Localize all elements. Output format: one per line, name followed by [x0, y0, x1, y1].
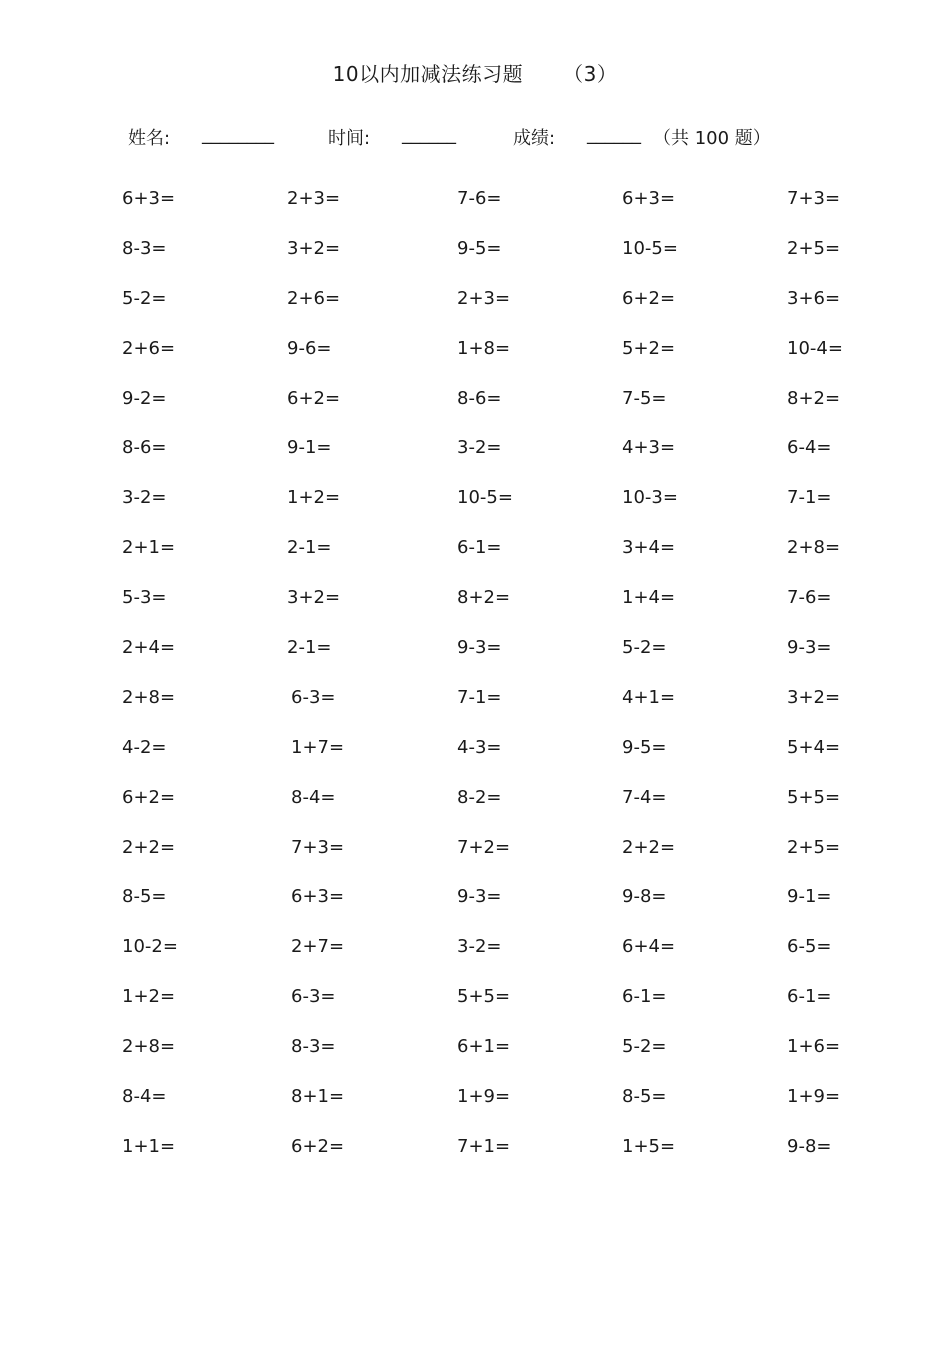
time-blank: ______: [402, 124, 456, 145]
problem-item: 3-2=: [122, 487, 167, 509]
problem-item: 2+8=: [787, 537, 841, 559]
problem-row: [0, 435, 950, 485]
problem-item: 8-6=: [122, 437, 167, 459]
problem-item: 6+3=: [122, 188, 176, 209]
problem-item: 8+1=: [291, 1086, 345, 1108]
problem-item: 8-3=: [291, 1036, 336, 1058]
problem-item: 1+9=: [457, 1086, 511, 1108]
problem-item: 5-2=: [622, 1036, 667, 1058]
problem-item: 5+2=: [622, 337, 676, 359]
problem-item: 1+6=: [787, 1036, 841, 1058]
problem-item: 9-3=: [457, 886, 502, 908]
problem-item: 4+3=: [622, 437, 676, 459]
problem-row: [0, 1134, 950, 1184]
problem-item: 8-4=: [122, 1086, 167, 1108]
problem-item: 6+4=: [622, 936, 676, 958]
problem-item: 10-5=: [457, 487, 513, 509]
problem-item: 2+3=: [457, 287, 511, 309]
problem-item: 8-5=: [122, 886, 167, 908]
problem-item: 8-5=: [622, 1086, 667, 1108]
problem-item: 6+3=: [291, 886, 345, 908]
problem-row: [0, 585, 950, 635]
problem-row: [0, 236, 950, 286]
problem-row: [0, 884, 950, 934]
problem-item: 9-1=: [287, 437, 332, 459]
problem-row: [0, 934, 950, 984]
problem-item: 1+2=: [122, 986, 176, 1008]
problem-item: 3+2=: [787, 686, 841, 708]
problem-item: 1+9=: [787, 1086, 841, 1108]
problem-item: 7-6=: [457, 188, 502, 209]
problem-item: 3-2=: [457, 437, 502, 459]
problem-item: 2+6=: [122, 337, 176, 359]
problem-item: 3+6=: [787, 287, 841, 309]
problem-item: 5+5=: [457, 986, 511, 1008]
problem-row: [0, 785, 950, 835]
problem-item: 3+2=: [287, 587, 341, 609]
problem-row: [0, 535, 950, 585]
title-issue-number: （3）: [563, 62, 618, 86]
problem-item: 9-3=: [787, 637, 832, 659]
problem-item: 1+1=: [122, 1135, 176, 1157]
name-blank: ________: [202, 124, 274, 145]
problem-item: 5+4=: [787, 736, 841, 758]
score-label: 成绩:: [513, 128, 556, 149]
problem-item: 7-1=: [457, 686, 502, 708]
problem-item: 6-1=: [622, 986, 667, 1008]
total-count: （共 100 题）: [653, 128, 771, 149]
problem-item: 6+2=: [287, 387, 341, 409]
problem-item: 8+2=: [787, 387, 841, 409]
problem-item: 4-2=: [122, 736, 167, 758]
problem-item: 2+5=: [787, 836, 841, 858]
problem-item: 1+7=: [291, 736, 345, 758]
problem-item: 2+4=: [122, 637, 176, 659]
problem-item: 1+2=: [287, 487, 341, 509]
problem-item: 2+2=: [622, 836, 676, 858]
problem-item: 9-5=: [457, 237, 502, 259]
problem-row: [0, 386, 950, 436]
problem-row: [0, 186, 950, 236]
problem-item: 2+2=: [122, 836, 176, 858]
problem-item: 2+3=: [287, 188, 341, 209]
problem-item: 7-4=: [622, 786, 667, 808]
problem-item: 2+5=: [787, 237, 841, 259]
problem-item: 7+2=: [457, 836, 511, 858]
problem-item: 9-6=: [287, 337, 332, 359]
problem-item: 10-3=: [622, 487, 678, 509]
problem-item: 10-5=: [622, 237, 678, 259]
time-label: 时间:: [328, 128, 371, 149]
score-blank: ______: [587, 124, 641, 145]
problem-item: 10-4=: [787, 337, 843, 359]
problem-item: 2+8=: [122, 686, 176, 708]
problem-row: [0, 635, 950, 685]
problem-item: 4-3=: [457, 736, 502, 758]
problem-item: 2+6=: [287, 287, 341, 309]
problem-item: 6+2=: [291, 1135, 345, 1157]
problem-item: 8-2=: [457, 786, 502, 808]
problem-item: 7-6=: [787, 587, 832, 609]
problem-item: 1+4=: [622, 587, 676, 609]
problem-item: 2-1=: [287, 637, 332, 659]
problem-item: 8-6=: [457, 387, 502, 409]
problem-item: 9-3=: [457, 637, 502, 659]
problem-row: [0, 735, 950, 785]
problem-item: 2-1=: [287, 537, 332, 559]
problem-item: 6+3=: [622, 188, 676, 209]
problem-item: 5-2=: [122, 287, 167, 309]
problem-row: [0, 685, 950, 735]
problem-row: [0, 1034, 950, 1084]
problem-item: 9-5=: [622, 736, 667, 758]
problem-item: 6-5=: [787, 936, 832, 958]
problem-item: 1+8=: [457, 337, 511, 359]
problem-row: [0, 984, 950, 1034]
problem-item: 1+5=: [622, 1135, 676, 1157]
problem-item: 6-4=: [787, 437, 832, 459]
problem-item: 3+4=: [622, 537, 676, 559]
problem-item: 5-2=: [622, 637, 667, 659]
problem-item: 9-2=: [122, 387, 167, 409]
problem-grid: [0, 186, 950, 1184]
problem-item: 6+1=: [457, 1036, 511, 1058]
problem-item: 2+7=: [291, 936, 345, 958]
problem-item: 2+1=: [122, 537, 176, 559]
problem-item: 2+8=: [122, 1036, 176, 1058]
problem-item: 9-8=: [622, 886, 667, 908]
problem-item: 3+2=: [287, 237, 341, 259]
problem-item: 5+5=: [787, 786, 841, 808]
problem-item: 6-1=: [787, 986, 832, 1008]
problem-item: 4+1=: [622, 686, 676, 708]
problem-row: [0, 286, 950, 336]
name-label: 姓名:: [128, 128, 171, 149]
worksheet-title: [0, 58, 950, 87]
problem-item: 6+2=: [122, 786, 176, 808]
problem-row: [0, 485, 950, 535]
problem-item: 10-2=: [122, 936, 178, 958]
problem-item: 6-1=: [457, 537, 502, 559]
problem-item: 6-3=: [291, 686, 336, 708]
problem-item: 8-3=: [122, 237, 167, 259]
problem-item: 7-1=: [787, 487, 832, 509]
problem-row: [0, 336, 950, 386]
problem-item: 8-4=: [291, 786, 336, 808]
problem-item: 6+2=: [622, 287, 676, 309]
problem-item: 6-3=: [291, 986, 336, 1008]
problem-row: [0, 1084, 950, 1134]
problem-item: 7-5=: [622, 387, 667, 409]
problem-item: 8+2=: [457, 587, 511, 609]
problem-item: 7+3=: [787, 188, 841, 209]
problem-item: 3-2=: [457, 936, 502, 958]
problem-row: [0, 835, 950, 885]
problem-item: 9-1=: [787, 886, 832, 908]
problem-item: 7+1=: [457, 1135, 511, 1157]
problem-item: 5-3=: [122, 587, 167, 609]
problem-item: 7+3=: [291, 836, 345, 858]
title-text: 10以内加减法练习题: [332, 62, 524, 86]
problem-item: 9-8=: [787, 1135, 832, 1157]
